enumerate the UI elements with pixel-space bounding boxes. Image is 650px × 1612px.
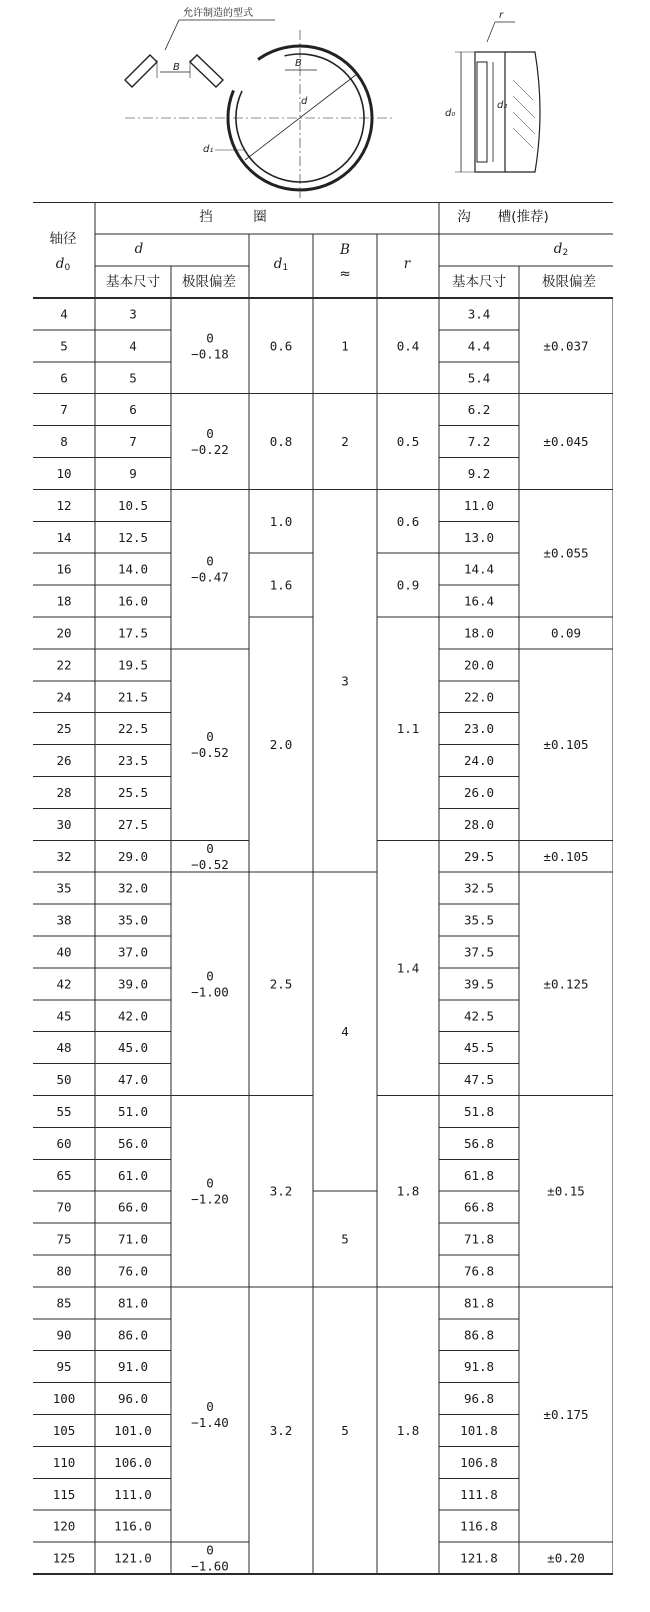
d-limit-deviation-upper: 0 bbox=[206, 1175, 214, 1191]
B-value: 5 bbox=[341, 1422, 349, 1438]
groove-basic-size-cell: 111.8 bbox=[460, 1486, 498, 1502]
groove-basic-size-cell: 24.0 bbox=[463, 753, 495, 769]
table-header bbox=[50, 208, 597, 290]
shaft-diameter-cell: 75 bbox=[56, 1231, 72, 1247]
d-limit-deviation-upper: 0 bbox=[206, 1542, 214, 1558]
d1-value: 2.5 bbox=[269, 976, 293, 992]
shaft-diameter-cell: 85 bbox=[56, 1295, 72, 1311]
d-limit-deviation-lower: −1.00 bbox=[191, 984, 229, 1000]
d2-limit-deviation: ±0.105 bbox=[543, 737, 589, 753]
header-d2: $d_2$ bbox=[553, 241, 569, 258]
ring-basic-size-cell: 61.0 bbox=[117, 1167, 149, 1183]
header-shaft-symbol: $d_0$ bbox=[55, 256, 71, 273]
ring-basic-size-cell: 32.0 bbox=[117, 880, 149, 896]
r-value: 1.8 bbox=[396, 1422, 420, 1438]
d1-value: 1.0 bbox=[269, 513, 293, 529]
ring-basic-size-cell: 12.5 bbox=[117, 529, 149, 545]
groove-basic-size-cell: 71.8 bbox=[463, 1231, 495, 1247]
groove-basic-size-cell: 81.8 bbox=[463, 1295, 495, 1311]
d-limit-deviation-lower: −1.60 bbox=[191, 1558, 229, 1574]
ring-basic-size-cell: 10.5 bbox=[117, 497, 149, 513]
r-label: r bbox=[499, 10, 504, 21]
d0-label: d₀ bbox=[445, 108, 456, 119]
ring-basic-size-cell: 56.0 bbox=[117, 1135, 149, 1151]
d1-value: 3.2 bbox=[269, 1422, 293, 1438]
ring-basic-size-cell: 6 bbox=[129, 402, 137, 418]
shaft-diameter-cell: 26 bbox=[56, 753, 72, 769]
ring-basic-size-cell: 21.5 bbox=[117, 689, 149, 705]
shaft-diameter-cell: 25 bbox=[56, 721, 72, 737]
groove-basic-size-cell: 32.5 bbox=[463, 880, 495, 896]
header-groove: 沟 槽(推荐) bbox=[457, 209, 549, 225]
groove-basic-size-cell: 121.8 bbox=[460, 1550, 498, 1566]
circlip-dimension-table bbox=[33, 202, 613, 1607]
groove-basic-size-cell: 47.5 bbox=[463, 1072, 495, 1088]
d-limit-deviation-upper: 0 bbox=[206, 840, 214, 856]
shaft-diameter-cell: 42 bbox=[56, 976, 72, 992]
d-limit-deviation-lower: −0.47 bbox=[191, 569, 229, 585]
groove-basic-size-cell: 35.5 bbox=[463, 912, 495, 928]
groove-basic-size-cell: 96.8 bbox=[463, 1391, 495, 1407]
ring-basic-size-cell: 66.0 bbox=[117, 1199, 149, 1215]
d1-value: 3.2 bbox=[269, 1183, 293, 1199]
groove-basic-size-cell: 51.8 bbox=[463, 1103, 495, 1119]
shaft-diameter-cell: 40 bbox=[56, 944, 72, 960]
ring-basic-size-cell: 17.5 bbox=[117, 625, 149, 641]
groove-basic-size-cell: 14.4 bbox=[463, 561, 495, 577]
shaft-diameter-cell: 110 bbox=[52, 1454, 76, 1470]
d1-value: 0.6 bbox=[269, 338, 293, 354]
groove-basic-size-cell: 22.0 bbox=[463, 689, 495, 705]
shaft-diameter-cell: 50 bbox=[56, 1072, 72, 1088]
groove-basic-size-cell: 18.0 bbox=[463, 625, 495, 641]
ring-basic-size-cell: 29.0 bbox=[117, 848, 149, 864]
shaft-diameter-cell: 8 bbox=[60, 434, 68, 450]
header-d: d bbox=[134, 241, 144, 257]
B-value: 2 bbox=[341, 434, 349, 450]
groove-basic-size-cell: 6.2 bbox=[467, 402, 491, 418]
ring-basic-size-cell: 42.0 bbox=[117, 1008, 149, 1024]
shaft-diameter-cell: 95 bbox=[56, 1359, 72, 1375]
header-retaining-ring: 挡 圈 bbox=[199, 209, 267, 225]
ring-basic-size-cell: 101.0 bbox=[114, 1422, 152, 1438]
ring-basic-size-cell: 16.0 bbox=[117, 593, 149, 609]
groove-side-view bbox=[445, 10, 540, 172]
groove-basic-size-cell: 76.8 bbox=[463, 1263, 495, 1279]
ring-basic-size-cell: 51.0 bbox=[117, 1103, 149, 1119]
r-value: 1.4 bbox=[396, 960, 420, 976]
ring-basic-size-cell: 121.0 bbox=[114, 1550, 152, 1566]
ring-front-view bbox=[125, 30, 395, 200]
header-d1: $d_1$ bbox=[273, 256, 289, 273]
groove-basic-size-cell: 7.2 bbox=[467, 434, 491, 450]
header-basic-size-d: 基本尺寸 bbox=[106, 274, 160, 290]
ring-basic-size-cell: 9 bbox=[129, 465, 137, 481]
shaft-diameter-cell: 10 bbox=[56, 465, 72, 481]
shaft-diameter-cell: 45 bbox=[56, 1008, 72, 1024]
d-limit-deviation-lower: −1.40 bbox=[191, 1415, 229, 1430]
header-shaft-diameter: 轴径 bbox=[49, 231, 77, 247]
d-limit-deviation-upper: 0 bbox=[206, 426, 214, 442]
header-limit-dev-d: 极限偏差 bbox=[182, 274, 236, 290]
groove-basic-size-cell: 16.4 bbox=[463, 593, 495, 609]
groove-basic-size-cell: 26.0 bbox=[463, 784, 495, 800]
d2-limit-deviation: 0.09 bbox=[550, 625, 582, 641]
ring-basic-size-cell: 45.0 bbox=[117, 1040, 149, 1056]
B-label-left: B bbox=[173, 62, 180, 73]
shaft-diameter-cell: 65 bbox=[56, 1167, 72, 1183]
header-B: B bbox=[340, 242, 350, 258]
d-limit-deviation-lower: −0.52 bbox=[191, 856, 229, 872]
shaft-diameter-cell: 35 bbox=[56, 880, 72, 896]
d-limit-deviation-lower: −0.22 bbox=[191, 442, 229, 458]
groove-basic-size-cell: 101.8 bbox=[460, 1422, 498, 1438]
r-value: 0.5 bbox=[396, 434, 420, 450]
shaft-diameter-cell: 80 bbox=[56, 1263, 72, 1279]
manufacturing-note: 允许制造的型式 bbox=[183, 8, 253, 19]
ring-basic-size-cell: 25.5 bbox=[117, 784, 149, 800]
shaft-diameter-cell: 24 bbox=[56, 689, 72, 705]
shaft-diameter-cell: 4 bbox=[60, 306, 68, 322]
d-limit-deviation-lower: −0.18 bbox=[191, 346, 229, 362]
groove-basic-size-cell: 20.0 bbox=[463, 657, 495, 673]
shaft-diameter-cell: 28 bbox=[56, 784, 72, 800]
shaft-diameter-cell: 125 bbox=[52, 1550, 76, 1566]
d1-value: 2.0 bbox=[269, 737, 293, 753]
ring-basic-size-cell: 27.5 bbox=[117, 816, 149, 832]
ring-basic-size-cell: 23.5 bbox=[117, 753, 149, 769]
B-value: 3 bbox=[341, 673, 349, 689]
r-value: 1.1 bbox=[396, 721, 420, 737]
groove-basic-size-cell: 23.0 bbox=[463, 721, 495, 737]
B-value: 1 bbox=[341, 338, 349, 354]
d2-limit-deviation: ±0.175 bbox=[543, 1407, 589, 1422]
ring-basic-size-cell: 19.5 bbox=[117, 657, 149, 673]
groove-basic-size-cell: 9.2 bbox=[467, 465, 491, 481]
ring-basic-size-cell: 111.0 bbox=[114, 1486, 152, 1502]
shaft-diameter-cell: 100 bbox=[52, 1391, 76, 1407]
B-label-ring: B bbox=[295, 58, 302, 69]
d2-limit-deviation: ±0.055 bbox=[543, 545, 589, 561]
groove-basic-size-cell: 116.8 bbox=[460, 1518, 498, 1534]
groove-basic-size-cell: 66.8 bbox=[463, 1199, 495, 1215]
d-limit-deviation-lower: −0.52 bbox=[191, 745, 229, 761]
header-limit-dev-d2: 极限偏差 bbox=[542, 274, 596, 290]
shaft-diameter-cell: 115 bbox=[52, 1486, 76, 1502]
r-value: 1.8 bbox=[396, 1183, 420, 1199]
d2-limit-deviation: ±0.105 bbox=[543, 848, 589, 864]
shaft-diameter-cell: 105 bbox=[52, 1422, 76, 1438]
ring-basic-size-cell: 35.0 bbox=[117, 912, 149, 928]
d2-label: d₂ bbox=[497, 100, 508, 111]
groove-basic-size-cell: 37.5 bbox=[463, 944, 495, 960]
d2-limit-deviation: ±0.15 bbox=[547, 1183, 585, 1199]
ring-basic-size-cell: 106.0 bbox=[114, 1454, 152, 1470]
d-label: d bbox=[301, 96, 308, 107]
groove-basic-size-cell: 3.4 bbox=[467, 306, 491, 322]
ring-basic-size-cell: 5 bbox=[129, 370, 137, 386]
shaft-diameter-cell: 7 bbox=[60, 402, 68, 418]
groove-basic-size-cell: 11.0 bbox=[463, 497, 495, 513]
ring-basic-size-cell: 86.0 bbox=[117, 1327, 149, 1343]
d2-limit-deviation: ±0.125 bbox=[543, 976, 589, 992]
d-limit-deviation-upper: 0 bbox=[206, 553, 214, 569]
groove-basic-size-cell: 45.5 bbox=[463, 1040, 495, 1056]
ring-basic-size-cell: 116.0 bbox=[114, 1518, 152, 1534]
d2-limit-deviation: ±0.20 bbox=[547, 1550, 585, 1566]
groove-basic-size-cell: 86.8 bbox=[463, 1327, 495, 1343]
shaft-diameter-cell: 120 bbox=[52, 1518, 76, 1534]
r-value: 0.6 bbox=[396, 513, 420, 529]
manufacturing-form-detail bbox=[125, 6, 275, 87]
shaft-diameter-cell: 90 bbox=[56, 1327, 72, 1343]
ring-basic-size-cell: 7 bbox=[129, 434, 137, 450]
groove-basic-size-cell: 28.0 bbox=[463, 816, 495, 832]
shaft-diameter-cell: 16 bbox=[56, 561, 72, 577]
groove-basic-size-cell: 106.8 bbox=[460, 1454, 498, 1470]
d1-value: 0.8 bbox=[269, 434, 293, 450]
shaft-diameter-cell: 30 bbox=[56, 816, 72, 832]
d-limit-deviation-lower: −1.20 bbox=[191, 1191, 229, 1207]
d-limit-deviation-upper: 0 bbox=[206, 330, 214, 346]
ring-basic-size-cell: 71.0 bbox=[117, 1231, 149, 1247]
ring-basic-size-cell: 76.0 bbox=[117, 1263, 149, 1279]
r-value: 0.4 bbox=[396, 338, 420, 354]
groove-basic-size-cell: 42.5 bbox=[463, 1008, 495, 1024]
shaft-diameter-cell: 48 bbox=[56, 1040, 72, 1056]
d2-limit-deviation: ±0.037 bbox=[543, 338, 589, 354]
groove-basic-size-cell: 91.8 bbox=[463, 1359, 495, 1375]
shaft-diameter-cell: 12 bbox=[56, 497, 72, 513]
ring-basic-size-cell: 91.0 bbox=[117, 1359, 149, 1375]
shaft-diameter-cell: 20 bbox=[56, 625, 72, 641]
ring-basic-size-cell: 47.0 bbox=[117, 1072, 149, 1088]
retaining-ring-drawing bbox=[95, 0, 555, 200]
shaft-diameter-cell: 18 bbox=[56, 593, 72, 609]
shaft-diameter-cell: 32 bbox=[56, 848, 72, 864]
d1-value: 1.6 bbox=[269, 577, 293, 593]
header-basic-size-d2: 基本尺寸 bbox=[452, 274, 506, 290]
d2-limit-deviation: ±0.045 bbox=[543, 434, 589, 450]
ring-basic-size-cell: 39.0 bbox=[117, 976, 149, 992]
d-limit-deviation-upper: 0 bbox=[206, 729, 214, 745]
d-limit-deviation-upper: 0 bbox=[206, 1399, 214, 1414]
ring-basic-size-cell: 14.0 bbox=[117, 561, 149, 577]
groove-basic-size-cell: 56.8 bbox=[463, 1135, 495, 1151]
ring-basic-size-cell: 96.0 bbox=[117, 1391, 149, 1407]
groove-basic-size-cell: 4.4 bbox=[467, 338, 491, 354]
r-value: 0.9 bbox=[396, 577, 420, 593]
d1-label: d₁ bbox=[203, 144, 214, 155]
shaft-diameter-cell: 60 bbox=[56, 1135, 72, 1151]
shaft-diameter-cell: 70 bbox=[56, 1199, 72, 1215]
shaft-diameter-cell: 6 bbox=[60, 370, 68, 386]
groove-basic-size-cell: 13.0 bbox=[463, 529, 495, 545]
shaft-diameter-cell: 22 bbox=[56, 657, 72, 673]
groove-basic-size-cell: 5.4 bbox=[467, 370, 491, 386]
B-value: 5 bbox=[341, 1231, 349, 1247]
shaft-diameter-cell: 38 bbox=[56, 912, 72, 928]
groove-basic-size-cell: 29.5 bbox=[463, 848, 495, 864]
shaft-diameter-cell: 14 bbox=[56, 529, 72, 545]
shaft-diameter-cell: 55 bbox=[56, 1103, 72, 1119]
ring-basic-size-cell: 4 bbox=[129, 338, 137, 354]
groove-basic-size-cell: 39.5 bbox=[463, 976, 495, 992]
ring-basic-size-cell: 37.0 bbox=[117, 944, 149, 960]
d-limit-deviation-upper: 0 bbox=[206, 968, 214, 984]
shaft-diameter-cell: 5 bbox=[60, 338, 68, 354]
header-approx: ≈ bbox=[339, 266, 351, 282]
ring-basic-size-cell: 3 bbox=[129, 306, 137, 322]
ring-basic-size-cell: 22.5 bbox=[117, 721, 149, 737]
ring-basic-size-cell: 81.0 bbox=[117, 1295, 149, 1311]
groove-basic-size-cell: 61.8 bbox=[463, 1167, 495, 1183]
B-value: 4 bbox=[341, 1024, 349, 1040]
header-r: r bbox=[403, 256, 411, 272]
table-body bbox=[53, 306, 589, 1573]
